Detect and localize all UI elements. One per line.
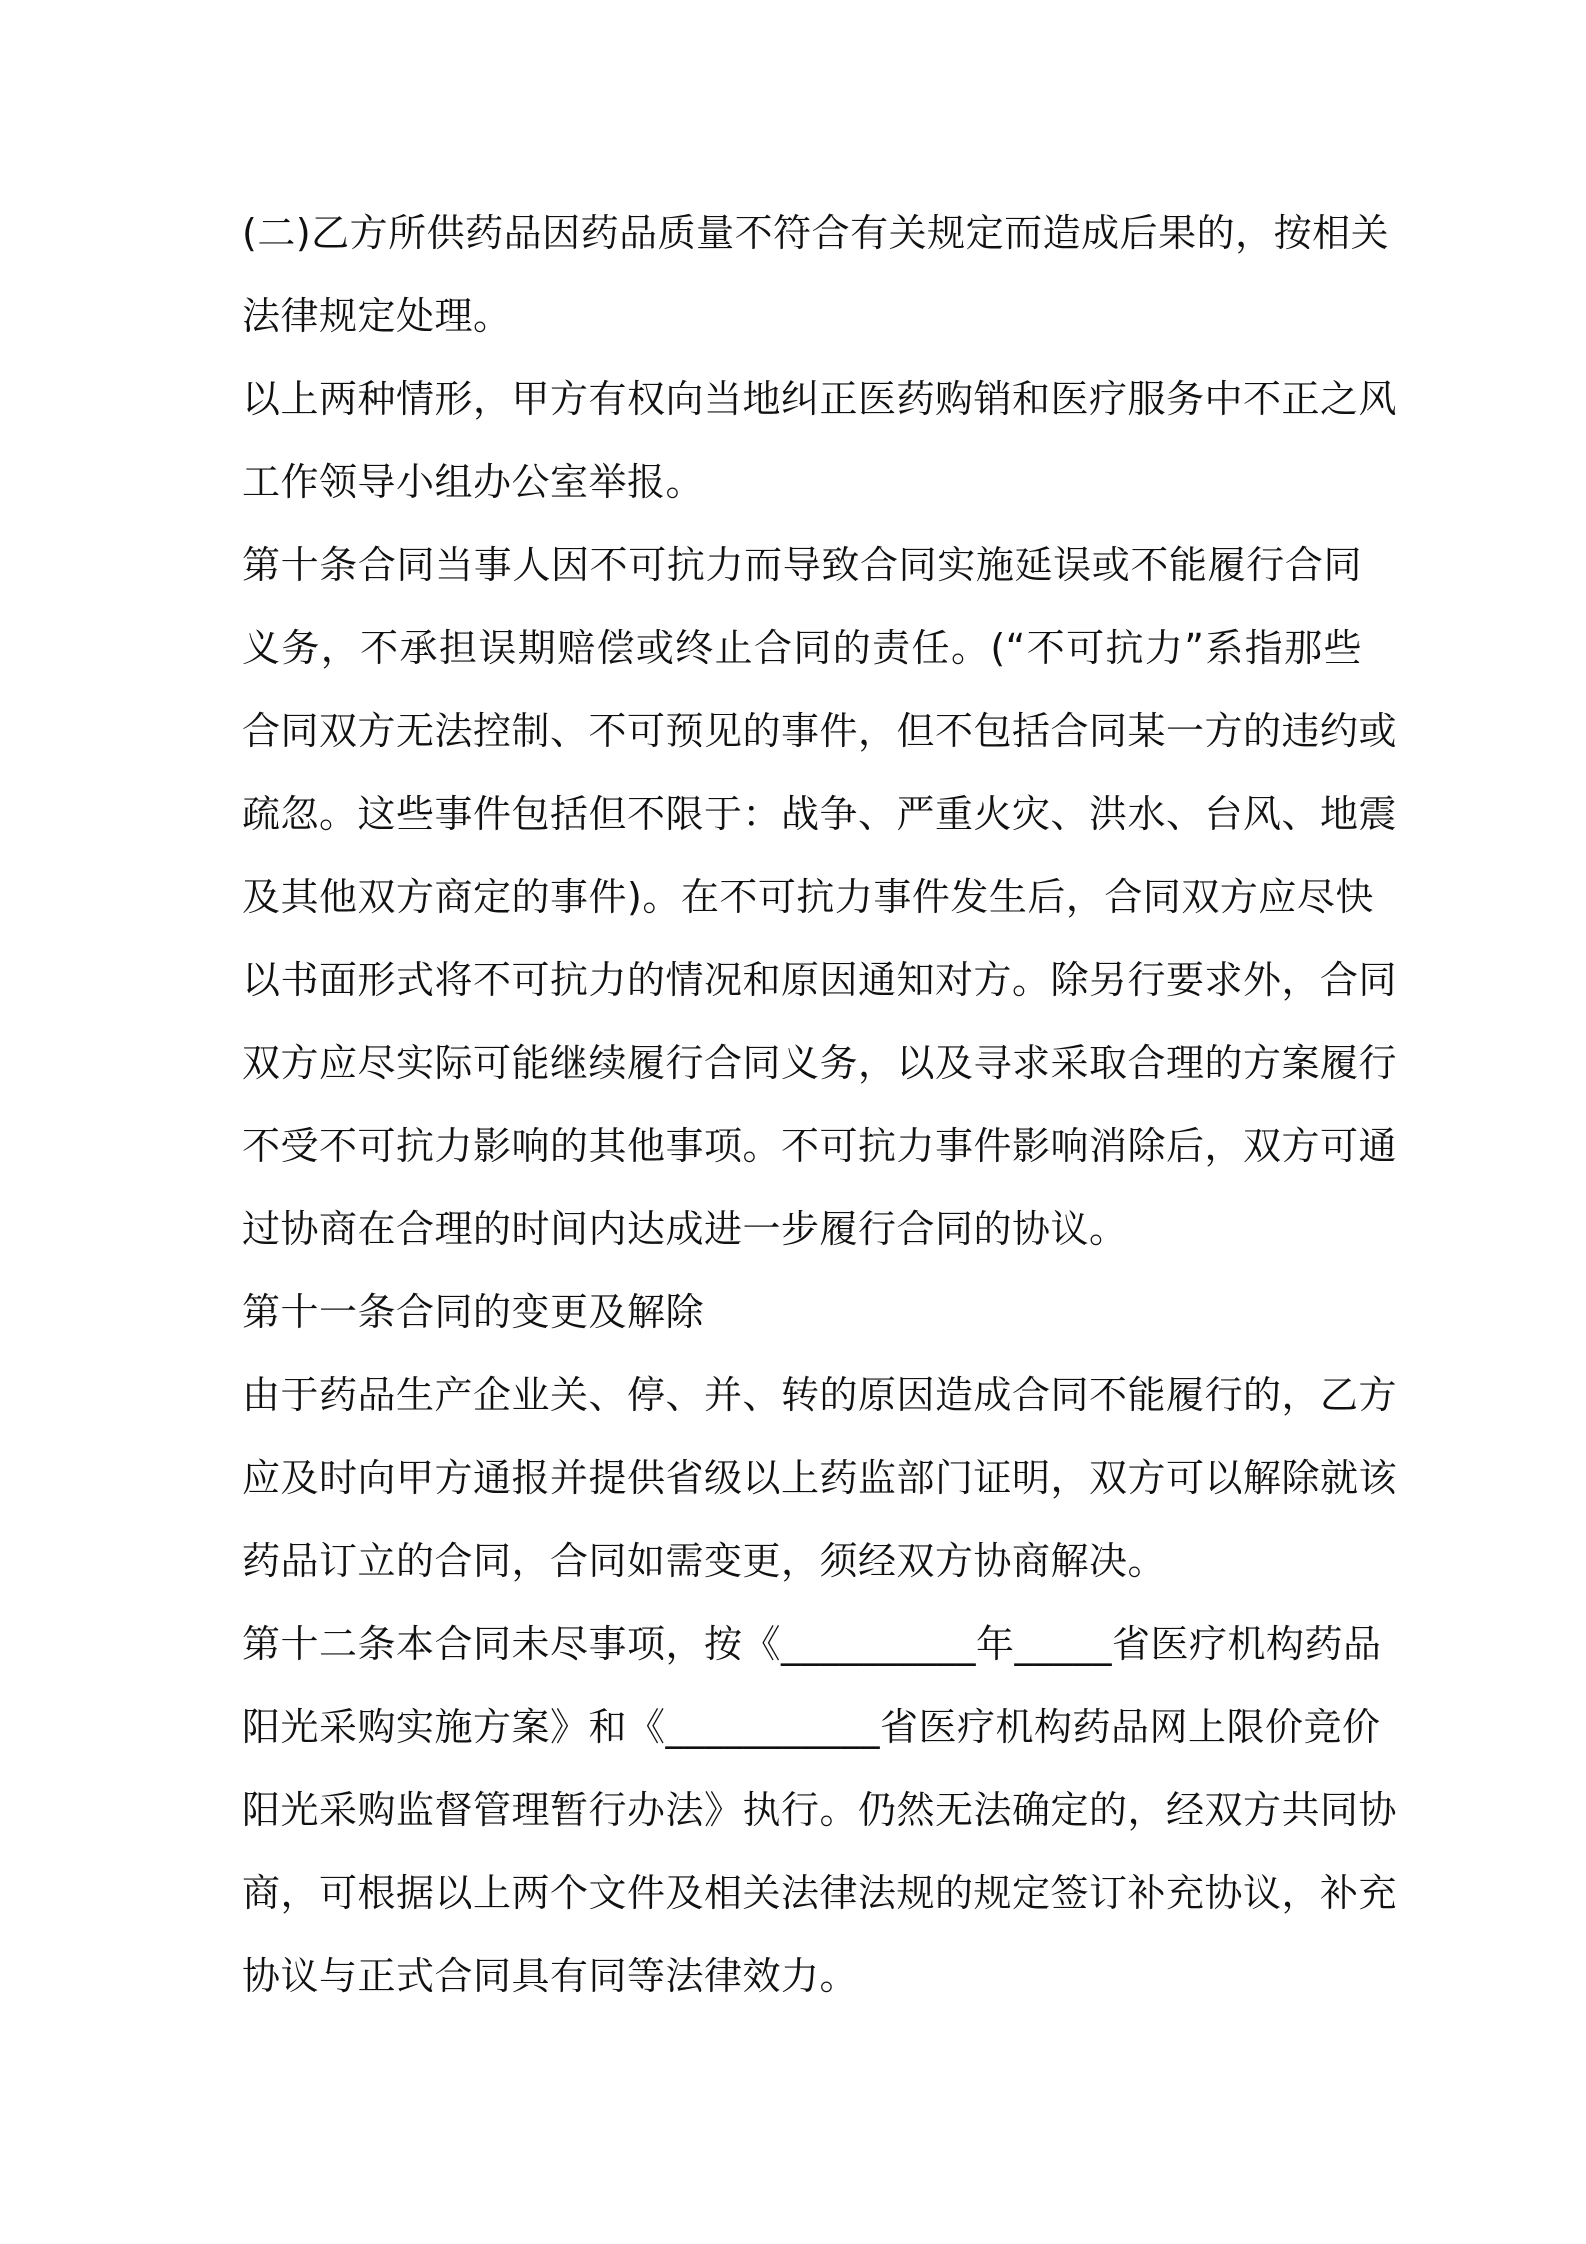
text-line: 应及时向甲方通报并提供省级以上药监部门证明，双方可以解除就该 <box>242 1456 1398 1500</box>
text-line: 商，可根据以上两个文件及相关法律法规的规定签订补充协议，补充 <box>242 1871 1398 1915</box>
text-line: 及其他双方商定的事件)。在不可抗力事件发生后，合同双方应尽快 <box>242 875 1374 919</box>
text-line: 义务，不承担误期赔偿或终止合同的责任。(“不可抗力”系指那些 <box>242 626 1362 670</box>
text-line: 法律规定处理。 <box>242 294 512 338</box>
text-line: 工作领导小组办公室举报。 <box>242 460 705 504</box>
text-line: 过协商在合理的时间内达成进一步履行合同的协议。 <box>242 1207 1128 1251</box>
text-line: 不受不可抗力影响的其他事项。不可抗力事件影响消除后，双方可通 <box>242 1124 1398 1168</box>
text-line: 第十条合同当事人因不可抗力而导致合同实施延误或不能履行合同 <box>242 543 1362 587</box>
text-line: 以上两种情形，甲方有权向当地纠正医药购销和医疗服务中不正之风 <box>242 377 1398 421</box>
text-line: 合同双方无法控制、不可预见的事件，但不包括合同某一方的违约或 <box>242 709 1398 753</box>
text-line: (二)乙方所供药品因药品质量不符合有关规定而造成后果的，按相关 <box>242 211 1390 255</box>
text-line: 第十二条本合同未尽事项，按《__________年_____省医疗机构药品 <box>242 1622 1382 1666</box>
text-line: 第十一条合同的变更及解除 <box>242 1290 705 1334</box>
text-line: 双方应尽实际可能继续履行合同义务，以及寻求采取合理的方案履行 <box>242 1041 1398 1085</box>
text-line: 药品订立的合同，合同如需变更，须经双方协商解决。 <box>242 1539 1167 1583</box>
document-body <box>242 192 1398 2018</box>
text-line: 以书面形式将不可抗力的情况和原因通知对方。除另行要求外，合同 <box>242 958 1398 1002</box>
text-line: 疏忽。这些事件包括但不限于：战争、严重火灾、洪水、台风、地震 <box>242 792 1398 836</box>
text-line: 由于药品生产企业关、停、并、转的原因造成合同不能履行的，乙方 <box>242 1373 1398 1417</box>
text-line: 协议与正式合同具有同等法律效力。 <box>242 1954 859 1998</box>
text-line: 阳光采购监督管理暂行办法》执行。仍然无法确定的，经双方共同协 <box>242 1788 1398 1832</box>
text-line: 阳光采购实施方案》和《___________省医疗机构药品网上限价竞价 <box>242 1705 1381 1749</box>
